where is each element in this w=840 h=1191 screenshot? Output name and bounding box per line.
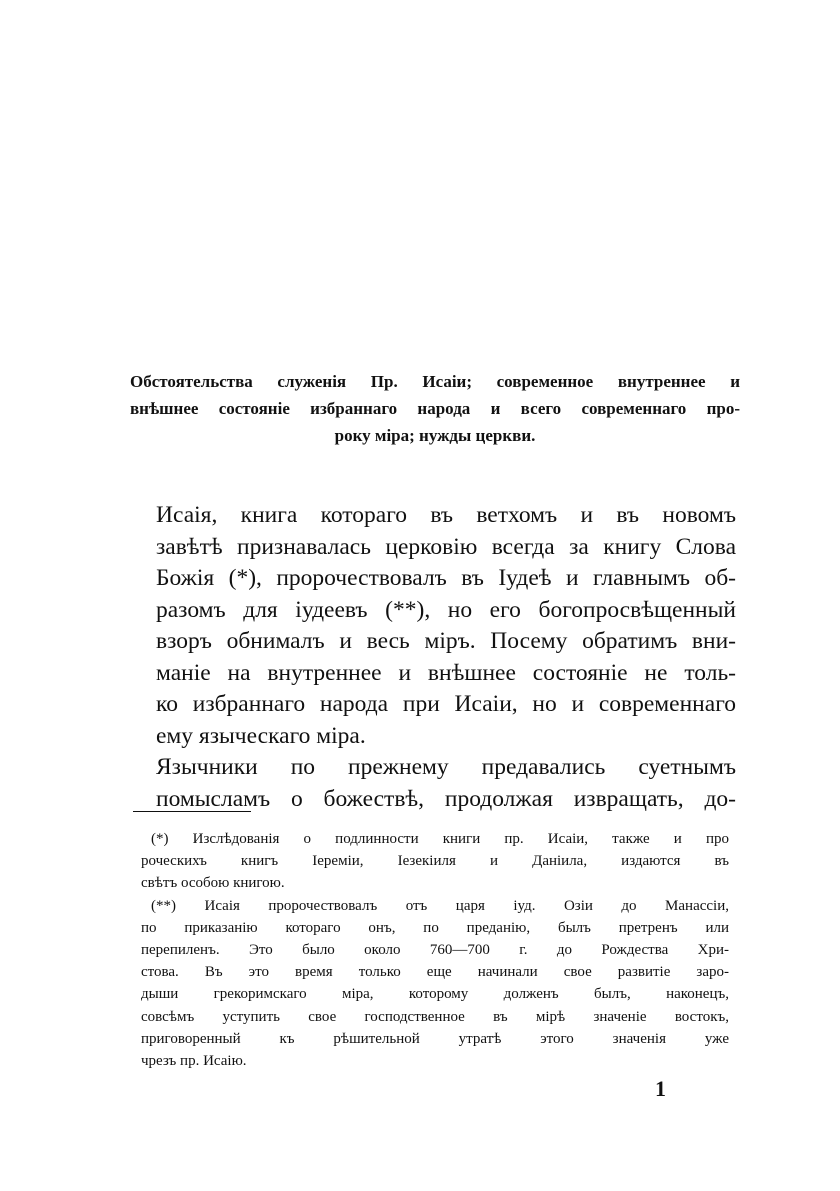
text-line: разомъ для іудеевъ (**), но его богопросвѣщенный (156, 596, 736, 623)
text-line: Язычники по прежнему предавались суетнымъ (156, 754, 736, 780)
footnote-line: перепиленъ. Это было около 760—700 г. до Рождества Хри- (141, 942, 729, 959)
footnote-line: (**) Исаія пророчествовалъ отъ царя іуд. Озіи до Манассіи, (151, 897, 729, 914)
heading-line: року міра; нужды церкви. (334, 426, 536, 445)
heading-line: внѣшнее состояніе избраннаго народа и всего современнаго про- (130, 399, 740, 418)
footnote-line: дыши грекоримскаго міра, которому долженъ былъ, наконецъ, (141, 986, 729, 1003)
footnote-line: приговоренный къ рѣшительной утратѣ этого значенія уже (141, 1030, 729, 1047)
text-line: Исаія, книга котораго въ ветхомъ и въ новомъ (156, 502, 736, 528)
footnote-line: (*) Изслѣдованія о подлинности книги пр. Исаіи, также и про (151, 831, 729, 847)
chapter-heading (130, 368, 740, 449)
footnote-line: по приказанію котораго онъ, по преданію, былъ претренъ или (141, 919, 729, 936)
text-line: взоръ обнималъ и весь міръ. Посему обратимъ вни- (156, 628, 736, 654)
text-line: ко избраннаго народа при Исаіи, но и современнаго (156, 691, 736, 717)
footnote-line: совсѣмъ уступить свое господственное въ мірѣ значеніе востокъ, (141, 1008, 729, 1025)
footnote-2 (141, 895, 729, 1073)
text-line: Божія (*), пророчествовалъ въ Іудеѣ и главнымъ об- (156, 565, 736, 591)
footnote-line: роческихъ книгъ Іереміи, Іезекіиля и Даніила, издаются въ (141, 853, 729, 870)
paragraph-2 (156, 752, 736, 815)
text-line: маніе на внутреннее и внѣшнее состояніе не толь- (156, 659, 736, 686)
heading-line: Обстоятельства служенія Пр. Исаіи; современное внутреннее и (130, 372, 740, 391)
text-line: помысламъ о божествѣ, продолжая извращать, до- (156, 785, 736, 812)
footnote-line: стова. Въ это время только еще начинали свое развитіе заро- (141, 964, 729, 981)
footnotes (141, 828, 729, 1072)
footnote-line: свѣтъ особою книгою. (141, 875, 285, 892)
footnote-1 (141, 828, 729, 895)
footnote-divider (133, 811, 251, 812)
footnote-line: чрезъ пр. Исаію. (141, 1053, 247, 1070)
paragraph-1 (156, 500, 736, 752)
text-line: завѣтѣ признавалась церковію всегда за книгу Слова (156, 533, 736, 560)
text-line: ему языческаго міра. (156, 722, 366, 749)
main-text (156, 500, 736, 815)
page-number: 1 (655, 1076, 666, 1101)
